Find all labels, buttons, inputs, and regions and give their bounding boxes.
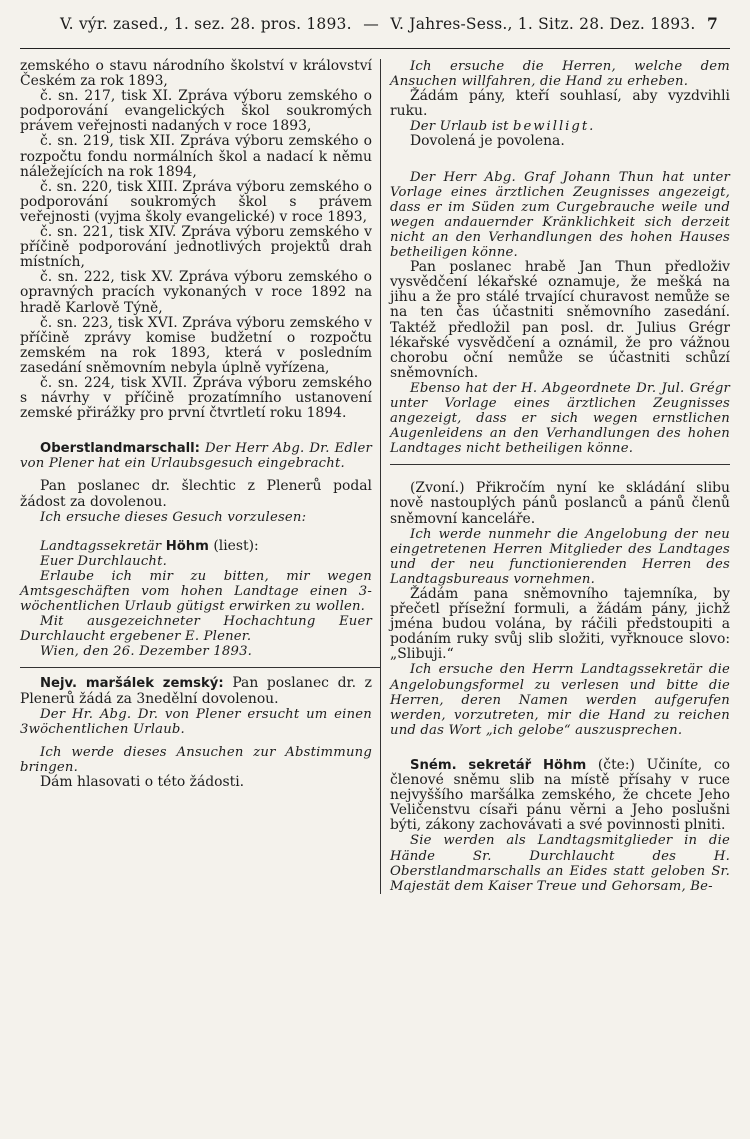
right-paragraph: Pan poslanec hrabě Jan Thun předloživ vysvědčení lékařské oznamuje, že mešká na jihu a že pro stálé trvající churavost nemůže se na ten čas účastniti sněmovního zasedání. Taktéž předložil pan posl. dr. Julius Grégr lékařské vysvědčení a oznámil, že pro vážnou chorobu oční nemůže se účastniti schůzí sněmovních. [390, 259, 730, 381]
left-paragraph: Ich ersuche dieses Gesuch vorzulesen: [40, 509, 307, 525]
urlaub-bewilligt: bewilligt. [513, 119, 596, 135]
left-paragraph: Pan poslanec dr. šlechtic z Plenerů podal žádost za dovolenou. [20, 478, 372, 510]
letter-closing: Mit ausgezeichneter Hochachtung Euer Durchlaucht ergebener E. Plener. [20, 614, 372, 645]
section-divider [20, 667, 380, 668]
right-paragraph [390, 119, 730, 134]
section-divider [390, 464, 730, 465]
urlaub-text: Der Urlaub ist [410, 119, 509, 135]
letter-body: Erlaube ich mir zu bitten, mir wegen Amtsgeschäften vom hohen Landtage einen 3-wöchentlichen Urlaub gütigst erwirken zu wollen. [20, 568, 372, 615]
left-paragraph: č. sn. 224, tisk XVII. Zpráva výboru zemského s návrhy v příčině prozatímního ustanovení zemské přirážky pro první čtvrtletí roku 1894. [20, 374, 372, 422]
right-paragraph: Dovolená je povolena. [410, 133, 565, 150]
secretary-oath-reading [390, 758, 730, 833]
left-paragraph: č. sn. 222, tisk XV. Zpráva výboru zemského o opravných pracích vykonaných v roce 1892 na hradě Karlově Týně, [20, 269, 372, 316]
left-paragraph: č. sn. 221, tisk XIV. Zpráva výboru zemského v příčině podporování jednotlivých projektů drah místních, [20, 224, 372, 271]
letter-date: Wien, den 26. Dezember 1893. [40, 644, 253, 660]
left-paragraph: č. sn. 219, tisk XII. Zpráva výboru zemského o rozpočtu fondu normálních škol a nadací k němu náležejících na rok 1894, [20, 133, 372, 180]
speaker-action: (čte:) [597, 756, 635, 773]
speaker-name: Oberstlandmarschall: [40, 441, 200, 457]
speaker-name: Nejv. maršálek zemský: [40, 676, 224, 692]
left-paragraph: Ich werde dieses Ansuchen zur Abstimmung bringen. [20, 744, 372, 775]
right-paragraph: Ich ersuche den Herrn Landtagssekretär die Angelobungsformel zu verlesen und bitte die Herren, deren Namen werden aufgerufen werden, vorzutreten, mir die Hand zu reichen und das Wort „ich gelobe“ auszusprechen. [390, 662, 730, 738]
left-paragraph: č. sn. 217, tisk XI. Zpráva výboru zemského o podporování evangelických škol soukromých právem veřejnosti nadaných v roce 1893, [20, 88, 372, 135]
speaker-text: Der Herr Abg. Dr. Edler von Plener hat ein Urlaubsgesuch eingebracht. [20, 441, 372, 472]
left-paragraph: č. sn. 223, tisk XVI. Zpráva výboru zemského v příčině zprávy komise budžetní o rozpočtu zemském na rok 1893, která v posledním zasedání sněmovním nebyla úplně vyřízena, [20, 314, 372, 376]
secretary-role: Landtagssekretär [40, 538, 162, 554]
right-paragraph: Žádám pana sněmovního tajemníka, by přečetl přísežní formuli, a žádám pány, jichž jména budou volána, by ráčili předstoupiti a podáním ruky svůj slib složiti, vyřknouce slovo: „Slibuji.“ [390, 586, 730, 663]
right-paragraph: Der Herr Abg. Graf Johann Thun hat unter Vorlage eines ärztlichen Zeugnisses angezeigt, dass er im Süden zum Curgebrauche weile und wegen andauernder Kränklichkeit sich derzeit nicht an den Verhandlungen des hohen Hauses betheiligen könne. [390, 169, 730, 261]
left-paragraph: č. sn. 220, tisk XIII. Zpráva výboru zemského o podporování soukromých škol s právem veřejnosti (vyjma školy evangelické) v roce 1893, [20, 178, 372, 225]
two-column-body [20, 59, 730, 894]
page-header [20, 14, 730, 49]
secretary-reading [20, 539, 372, 554]
speaker-text: Pan poslanec dr. z Plenerů žádá za 3nedělní dovolenou. [20, 675, 372, 707]
secretary-name: Höhm [165, 538, 209, 554]
speaker-text: Učiníte, co členové sněmu slib na místě přísahy v ruce nejvyššího maršálka zemského, že chcete Jeho Veličenstvu císaři pánu věrni a Jeho poslušni býti, zákony zachovávati a své povinnosti plniti. [390, 756, 730, 834]
secretary-action: (liest): [213, 537, 259, 554]
letter-salutation: Euer Durchlaucht. [40, 553, 168, 569]
right-paragraph: Ich werde nunmehr die Angelobung der neu eingetretenen Herren Mitglieder des Landtages und der neu functionierenden Herren des Landtagsbureaus vornehmen. [390, 526, 730, 587]
left-column [20, 59, 380, 894]
right-paragraph: Žádám pány, kteří souhlasí, aby vyzdvihli ruku. [390, 88, 730, 120]
nejv-marsalek-statement [20, 676, 372, 706]
left-paragraph: Der Hr. Abg. Dr. von Plener ersucht um einen 3wöchentlichen Urlaub. [20, 706, 372, 737]
header-dash: — [363, 15, 379, 33]
right-paragraph: Ich ersuche die Herren, welche dem Ansuchen willfahren, die Hand zu erheben. [390, 59, 730, 90]
oberstlandmarschall-statement [20, 441, 372, 471]
right-paragraph: Sie werden als Landtagsmitglieder in die Hände Sr. Durchlaucht des H. Oberstlandmarschalls an Eides statt geloben Sr. Majestät dem Kaiser Treue und Gehorsam, Be- [390, 833, 730, 894]
header-german: V. Jahres-Sess., 1. Sitz. 28. Dez. 1893. [390, 15, 696, 33]
right-paragraph: Ebenso hat der H. Abgeordnete Dr. Jul. Grégr unter Vorlage eines ärztlichen Zeugnisses angezeigt, dass er sich wegen ernstlichen Augenleidens an den Verhandlungen des hohen Landtages nicht betheiligen könne. [390, 380, 730, 457]
right-paragraph: (Zvoní.) Přikročím nyní ke skládání slibu nově nastouplých pánů poslanců a pánů členů sněmovní kanceláře. [390, 480, 730, 527]
page-number: 7 [706, 14, 718, 33]
header-czech: V. výr. zased., 1. sez. 28. pros. 1893. [60, 15, 352, 33]
right-column [380, 59, 730, 894]
speaker-name: Sném. sekretář Höhm [410, 757, 587, 773]
left-paragraph: Dám hlasovati o této žádosti. [40, 774, 245, 791]
left-paragraph: zemského o stavu národního školství v království Českém za rok 1893, [20, 58, 372, 90]
